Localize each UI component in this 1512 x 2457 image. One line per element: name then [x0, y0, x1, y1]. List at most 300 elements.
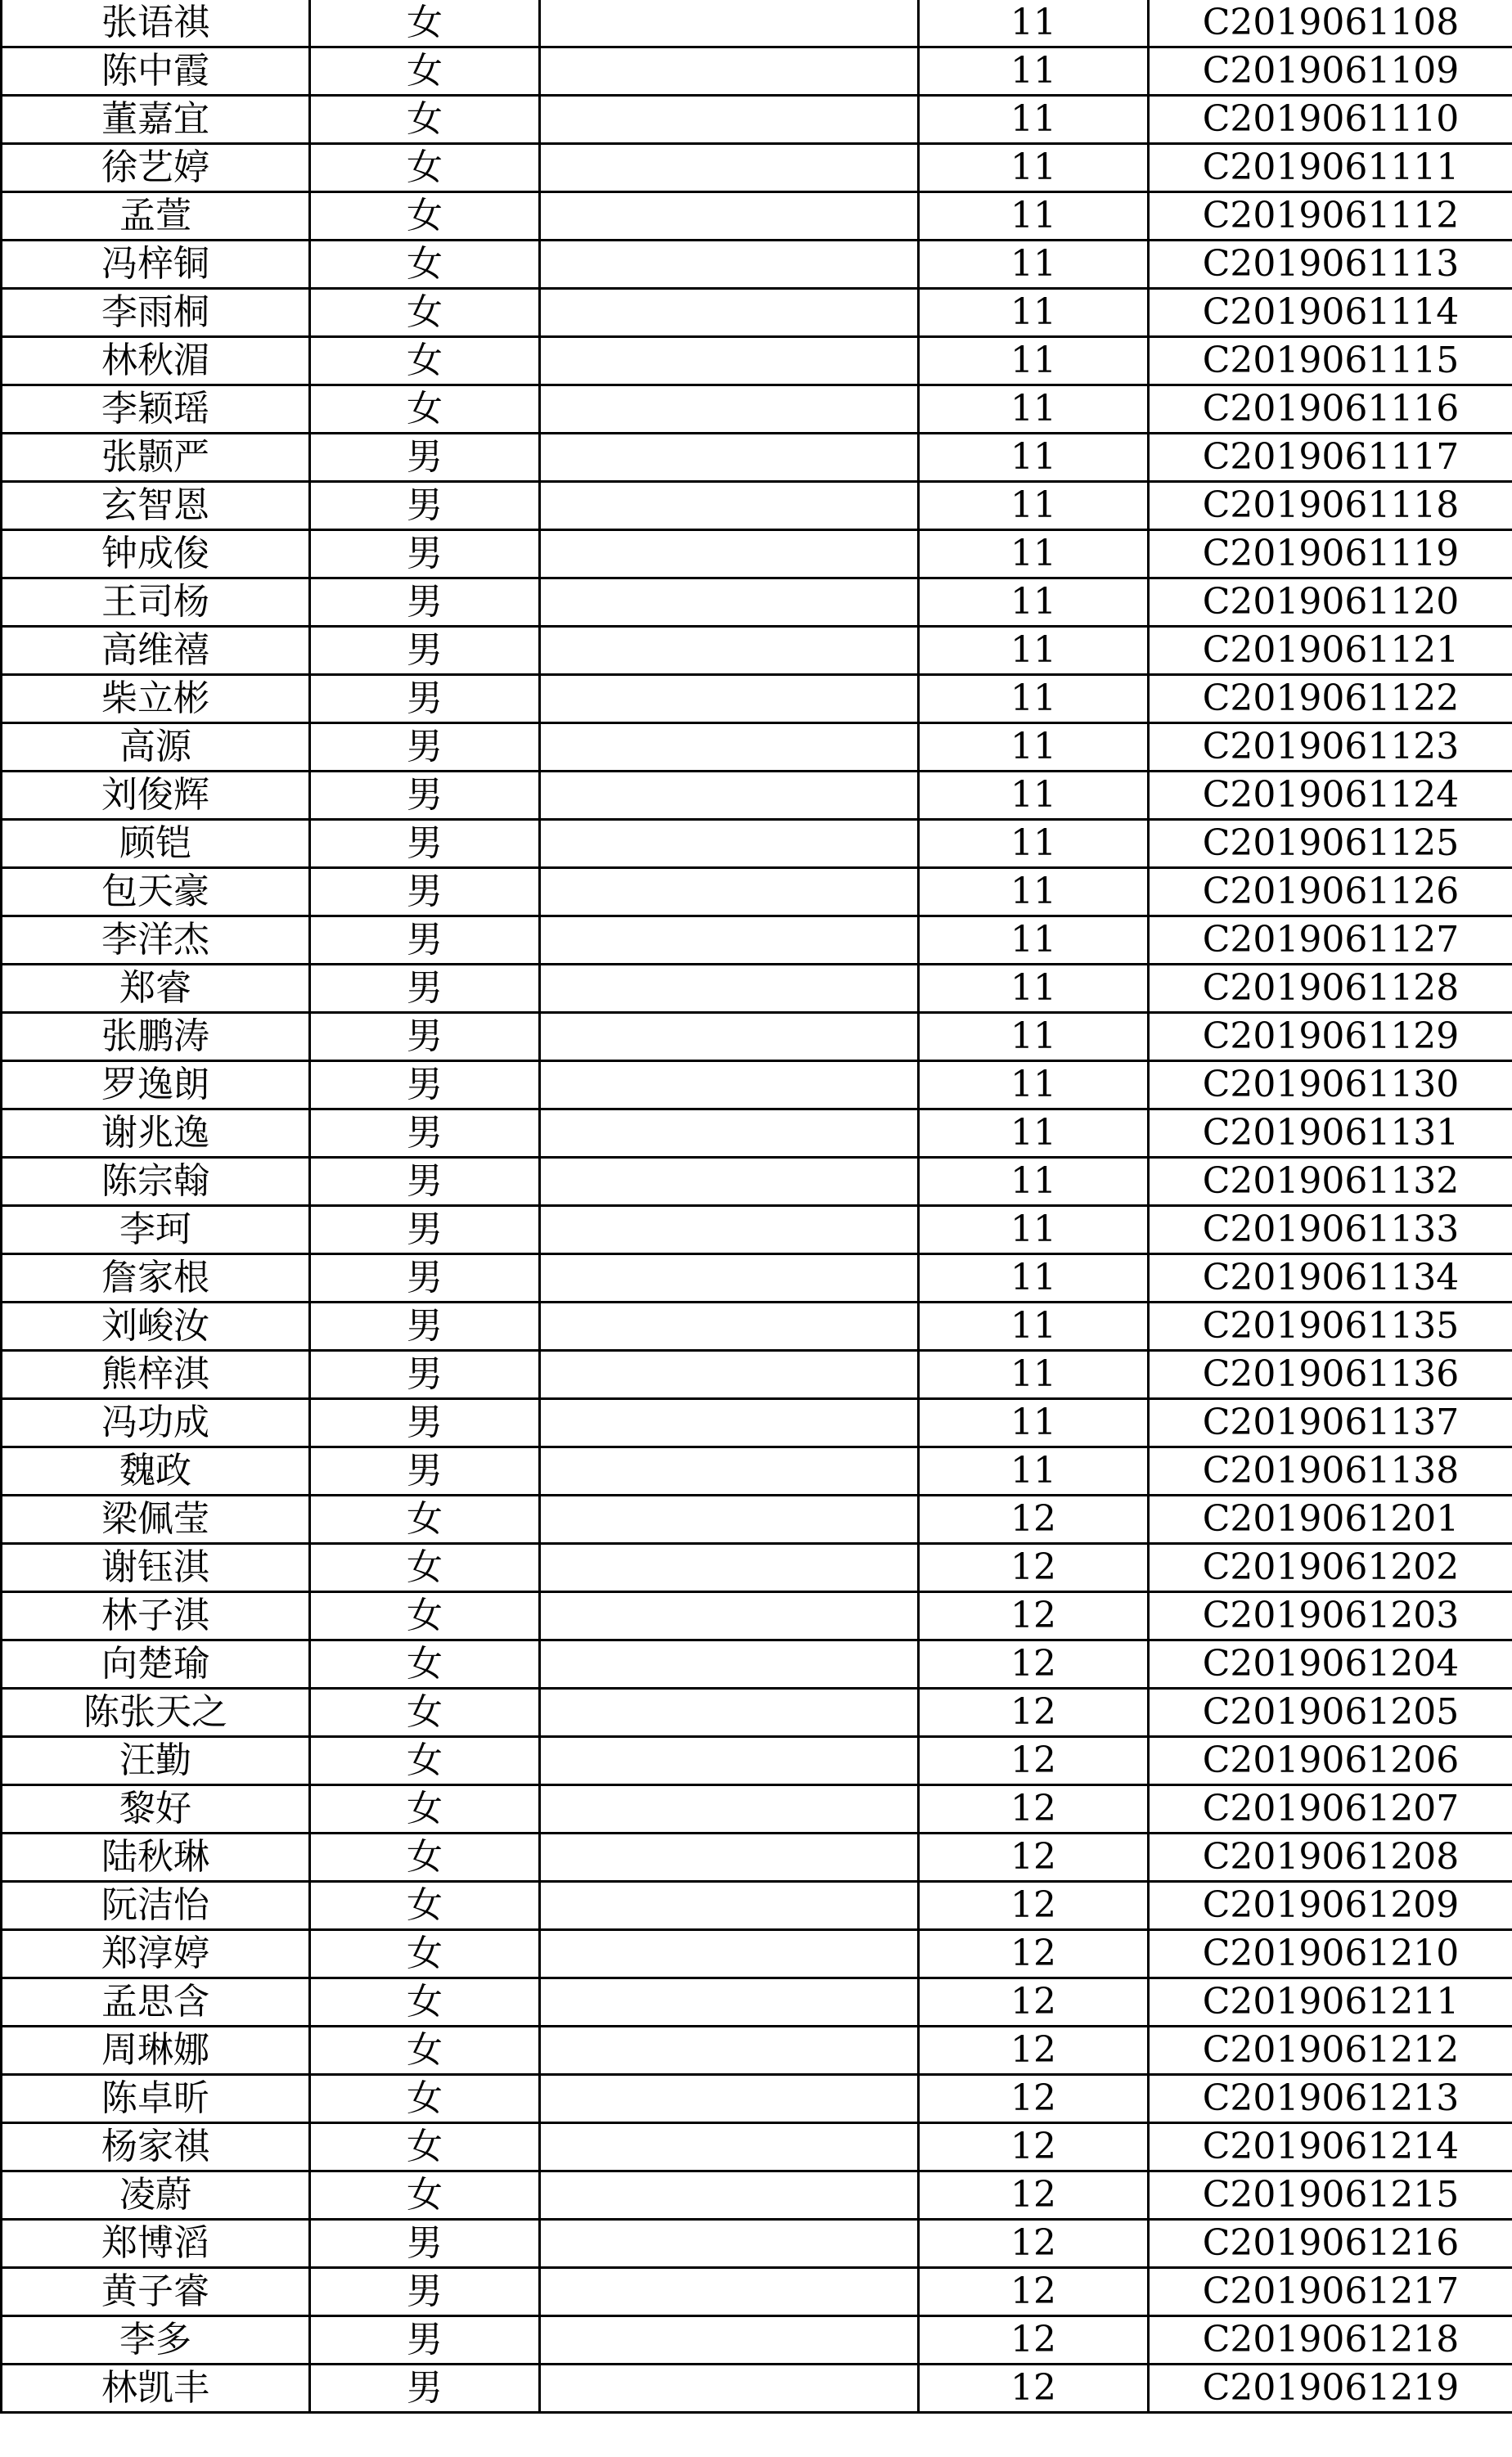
class-number-cell: 12 [919, 1737, 1149, 1785]
class-number-cell: 11 [919, 1399, 1149, 1447]
class-number-cell: 12 [919, 2171, 1149, 2220]
blank-cell [540, 1303, 919, 1351]
table-row [2, 1640, 1512, 1689]
table-row [2, 1013, 1512, 1061]
table-row [2, 2268, 1512, 2316]
gender-cell: 女 [310, 1689, 540, 1737]
student-name-cell: 李雨桐 [2, 289, 310, 337]
gender-cell: 男 [310, 916, 540, 965]
blank-cell [540, 1737, 919, 1785]
gender-cell: 男 [310, 2316, 540, 2365]
gender-cell: 女 [310, 385, 540, 434]
student-id-cell: C2019061137 [1149, 1399, 1512, 1447]
class-number-cell: 11 [919, 192, 1149, 241]
class-number-cell: 11 [919, 1303, 1149, 1351]
table-row [2, 1254, 1512, 1303]
blank-cell [540, 0, 919, 47]
gender-cell: 男 [310, 723, 540, 772]
gender-cell: 女 [310, 1882, 540, 1930]
class-number-cell: 11 [919, 482, 1149, 530]
gender-cell: 男 [310, 1158, 540, 1206]
class-number-cell: 11 [919, 1158, 1149, 1206]
blank-cell [540, 1013, 919, 1061]
student-name-cell: 林凯丰 [2, 2365, 310, 2413]
class-number-cell: 12 [919, 2220, 1149, 2268]
table-row [2, 916, 1512, 965]
class-number-cell: 12 [919, 2123, 1149, 2171]
student-name-cell: 李洋杰 [2, 916, 310, 965]
student-name-cell: 詹家根 [2, 1254, 310, 1303]
student-name-cell: 孟萱 [2, 192, 310, 241]
student-name-cell: 钟成俊 [2, 530, 310, 578]
student-id-cell: C2019061124 [1149, 772, 1512, 820]
blank-cell [540, 1834, 919, 1882]
gender-cell: 男 [310, 868, 540, 916]
gender-cell: 女 [310, 1640, 540, 1689]
student-name-cell: 高源 [2, 723, 310, 772]
student-id-cell: C2019061134 [1149, 1254, 1512, 1303]
table-row [2, 434, 1512, 482]
gender-cell: 男 [310, 1351, 540, 1399]
gender-cell: 女 [310, 2171, 540, 2220]
blank-cell [540, 1785, 919, 1834]
student-name-cell: 李珂 [2, 1206, 310, 1254]
blank-cell [540, 192, 919, 241]
blank-cell [540, 96, 919, 144]
student-name-cell: 魏政 [2, 1447, 310, 1496]
student-id-cell: C2019061108 [1149, 0, 1512, 47]
student-name-cell: 谢兆逸 [2, 1109, 310, 1158]
blank-cell [540, 1496, 919, 1544]
student-name-cell: 向楚瑜 [2, 1640, 310, 1689]
blank-cell [540, 2027, 919, 2075]
class-number-cell: 11 [919, 916, 1149, 965]
student-id-cell: C2019061215 [1149, 2171, 1512, 2220]
gender-cell: 男 [310, 1109, 540, 1158]
blank-cell [540, 1882, 919, 1930]
table-row [2, 1592, 1512, 1640]
blank-cell [540, 337, 919, 385]
student-name-cell: 林子淇 [2, 1592, 310, 1640]
table-row [2, 1158, 1512, 1206]
table-row [2, 1351, 1512, 1399]
blank-cell [540, 1592, 919, 1640]
class-number-cell: 11 [919, 1254, 1149, 1303]
gender-cell: 男 [310, 772, 540, 820]
class-number-cell: 11 [919, 675, 1149, 723]
class-number-cell: 11 [919, 820, 1149, 868]
blank-cell [540, 1640, 919, 1689]
student-id-cell: C2019061202 [1149, 1544, 1512, 1592]
student-name-cell: 陈宗翰 [2, 1158, 310, 1206]
student-name-cell: 李颖瑶 [2, 385, 310, 434]
gender-cell: 男 [310, 820, 540, 868]
student-id-cell: C2019061128 [1149, 965, 1512, 1013]
blank-cell [540, 1930, 919, 1978]
gender-cell: 男 [310, 530, 540, 578]
student-name-cell: 刘俊辉 [2, 772, 310, 820]
student-name-cell: 徐艺婷 [2, 144, 310, 192]
class-number-cell: 11 [919, 772, 1149, 820]
student-id-cell: C2019061219 [1149, 2365, 1512, 2413]
table-row [2, 2123, 1512, 2171]
class-number-cell: 11 [919, 144, 1149, 192]
class-number-cell: 12 [919, 1882, 1149, 1930]
class-number-cell: 11 [919, 96, 1149, 144]
blank-cell [540, 2123, 919, 2171]
student-name-cell: 周琳娜 [2, 2027, 310, 2075]
gender-cell: 女 [310, 1930, 540, 1978]
student-id-cell: C2019061116 [1149, 385, 1512, 434]
class-number-cell: 11 [919, 530, 1149, 578]
student-name-cell: 包天豪 [2, 868, 310, 916]
blank-cell [540, 2171, 919, 2220]
class-number-cell: 11 [919, 1206, 1149, 1254]
gender-cell: 女 [310, 192, 540, 241]
class-number-cell: 11 [919, 434, 1149, 482]
gender-cell: 女 [310, 1496, 540, 1544]
blank-cell [540, 1544, 919, 1592]
class-number-cell: 11 [919, 965, 1149, 1013]
class-number-cell: 11 [919, 1013, 1149, 1061]
gender-cell: 女 [310, 2027, 540, 2075]
student-id-cell: C2019061206 [1149, 1737, 1512, 1785]
student-name-cell: 郑睿 [2, 965, 310, 1013]
student-id-cell: C2019061118 [1149, 482, 1512, 530]
student-name-cell: 玄智恩 [2, 482, 310, 530]
blank-cell [540, 434, 919, 482]
blank-cell [540, 1254, 919, 1303]
student-id-cell: C2019061110 [1149, 96, 1512, 144]
table-row [2, 1544, 1512, 1592]
student-name-cell: 张鹏涛 [2, 1013, 310, 1061]
student-id-cell: C2019061138 [1149, 1447, 1512, 1496]
roster-body [2, 0, 1512, 2413]
student-name-cell: 李多 [2, 2316, 310, 2365]
gender-cell: 男 [310, 2268, 540, 2316]
blank-cell [540, 820, 919, 868]
table-row [2, 2075, 1512, 2123]
student-name-cell: 陈张天之 [2, 1689, 310, 1737]
student-id-cell: C2019061125 [1149, 820, 1512, 868]
blank-cell [540, 675, 919, 723]
student-id-cell: C2019061136 [1149, 1351, 1512, 1399]
table-row [2, 1737, 1512, 1785]
student-name-cell: 高维禧 [2, 627, 310, 675]
class-number-cell: 12 [919, 1978, 1149, 2027]
blank-cell [540, 1109, 919, 1158]
table-row [2, 627, 1512, 675]
gender-cell: 女 [310, 47, 540, 96]
student-id-cell: C2019061209 [1149, 1882, 1512, 1930]
blank-cell [540, 772, 919, 820]
student-id-cell: C2019061109 [1149, 47, 1512, 96]
table-row [2, 1496, 1512, 1544]
table-row [2, 1447, 1512, 1496]
table-row [2, 2027, 1512, 2075]
table-row [2, 1978, 1512, 2027]
class-number-cell: 11 [919, 1351, 1149, 1399]
blank-cell [540, 1689, 919, 1737]
gender-cell: 男 [310, 434, 540, 482]
gender-cell: 男 [310, 627, 540, 675]
class-number-cell: 11 [919, 1061, 1149, 1109]
table-row [2, 675, 1512, 723]
student-id-cell: C2019061212 [1149, 2027, 1512, 2075]
student-name-cell: 刘峻汝 [2, 1303, 310, 1351]
blank-cell [540, 578, 919, 627]
student-name-cell: 谢钰淇 [2, 1544, 310, 1592]
table-row [2, 2220, 1512, 2268]
table-row [2, 820, 1512, 868]
table-row [2, 530, 1512, 578]
class-number-cell: 11 [919, 578, 1149, 627]
student-id-cell: C2019061131 [1149, 1109, 1512, 1158]
table-row [2, 192, 1512, 241]
class-number-cell: 11 [919, 289, 1149, 337]
blank-cell [540, 385, 919, 434]
student-id-cell: C2019061122 [1149, 675, 1512, 723]
gender-cell: 男 [310, 965, 540, 1013]
gender-cell: 女 [310, 1737, 540, 1785]
gender-cell: 女 [310, 289, 540, 337]
student-id-cell: C2019061214 [1149, 2123, 1512, 2171]
student-id-cell: C2019061121 [1149, 627, 1512, 675]
class-number-cell: 12 [919, 1930, 1149, 1978]
gender-cell: 男 [310, 2220, 540, 2268]
gender-cell: 女 [310, 1834, 540, 1882]
student-id-cell: C2019061213 [1149, 2075, 1512, 2123]
gender-cell: 女 [310, 2075, 540, 2123]
blank-cell [540, 1061, 919, 1109]
gender-cell: 女 [310, 1544, 540, 1592]
student-name-cell: 董嘉宜 [2, 96, 310, 144]
table-row [2, 0, 1512, 47]
class-number-cell: 12 [919, 2316, 1149, 2365]
table-row [2, 1303, 1512, 1351]
student-id-cell: C2019061127 [1149, 916, 1512, 965]
student-name-cell: 冯梓铜 [2, 241, 310, 289]
table-row [2, 1399, 1512, 1447]
student-id-cell: C2019061126 [1149, 868, 1512, 916]
student-name-cell: 顾铠 [2, 820, 310, 868]
table-row [2, 47, 1512, 96]
student-name-cell: 罗逸朗 [2, 1061, 310, 1109]
class-number-cell: 11 [919, 627, 1149, 675]
gender-cell: 女 [310, 1785, 540, 1834]
class-number-cell: 12 [919, 1496, 1149, 1544]
student-name-cell: 梁佩莹 [2, 1496, 310, 1544]
table-row [2, 868, 1512, 916]
class-number-cell: 12 [919, 2365, 1149, 2413]
student-id-cell: C2019061123 [1149, 723, 1512, 772]
blank-cell [540, 1399, 919, 1447]
gender-cell: 男 [310, 1303, 540, 1351]
student-id-cell: C2019061211 [1149, 1978, 1512, 2027]
table-row [2, 337, 1512, 385]
blank-cell [540, 627, 919, 675]
class-number-cell: 12 [919, 2027, 1149, 2075]
class-number-cell: 12 [919, 1544, 1149, 1592]
gender-cell: 男 [310, 1206, 540, 1254]
class-number-cell: 12 [919, 1689, 1149, 1737]
student-id-cell: C2019061129 [1149, 1013, 1512, 1061]
student-name-cell: 张颢严 [2, 434, 310, 482]
blank-cell [540, 530, 919, 578]
class-number-cell: 11 [919, 1447, 1149, 1496]
class-number-cell: 11 [919, 385, 1149, 434]
student-name-cell: 黄子睿 [2, 2268, 310, 2316]
student-id-cell: C2019061114 [1149, 289, 1512, 337]
table-row [2, 144, 1512, 192]
blank-cell [540, 1206, 919, 1254]
class-number-cell: 11 [919, 0, 1149, 47]
table-row [2, 1785, 1512, 1834]
table-row [2, 1930, 1512, 1978]
table-row [2, 1109, 1512, 1158]
blank-cell [540, 482, 919, 530]
class-number-cell: 11 [919, 241, 1149, 289]
gender-cell: 男 [310, 1399, 540, 1447]
table-row [2, 385, 1512, 434]
student-id-cell: C2019061119 [1149, 530, 1512, 578]
table-row [2, 1061, 1512, 1109]
student-name-cell: 杨家祺 [2, 2123, 310, 2171]
student-name-cell: 凌蔚 [2, 2171, 310, 2220]
table-row [2, 772, 1512, 820]
blank-cell [540, 47, 919, 96]
gender-cell: 女 [310, 1978, 540, 2027]
blank-cell [540, 1351, 919, 1399]
student-name-cell: 柴立彬 [2, 675, 310, 723]
student-id-cell: C2019061204 [1149, 1640, 1512, 1689]
gender-cell: 男 [310, 2365, 540, 2413]
student-name-cell: 孟思含 [2, 1978, 310, 2027]
class-number-cell: 11 [919, 337, 1149, 385]
student-name-cell: 熊梓淇 [2, 1351, 310, 1399]
blank-cell [540, 2220, 919, 2268]
gender-cell: 男 [310, 578, 540, 627]
gender-cell: 男 [310, 675, 540, 723]
student-id-cell: C2019061210 [1149, 1930, 1512, 1978]
table-row [2, 289, 1512, 337]
table-row [2, 1882, 1512, 1930]
class-number-cell: 11 [919, 723, 1149, 772]
student-id-cell: C2019061217 [1149, 2268, 1512, 2316]
blank-cell [540, 916, 919, 965]
student-id-cell: C2019061120 [1149, 578, 1512, 627]
student-name-cell: 阮洁怡 [2, 1882, 310, 1930]
blank-cell [540, 723, 919, 772]
student-id-cell: C2019061113 [1149, 241, 1512, 289]
student-name-cell: 黎好 [2, 1785, 310, 1834]
student-name-cell: 郑博滔 [2, 2220, 310, 2268]
table-row [2, 241, 1512, 289]
student-name-cell: 汪勤 [2, 1737, 310, 1785]
student-id-cell: C2019061117 [1149, 434, 1512, 482]
table-row [2, 2365, 1512, 2413]
class-number-cell: 12 [919, 2268, 1149, 2316]
class-number-cell: 12 [919, 1834, 1149, 1882]
gender-cell: 男 [310, 1013, 540, 1061]
table-row [2, 2171, 1512, 2220]
student-id-cell: C2019061208 [1149, 1834, 1512, 1882]
table-row [2, 1206, 1512, 1254]
gender-cell: 男 [310, 1254, 540, 1303]
student-name-cell: 冯功成 [2, 1399, 310, 1447]
blank-cell [540, 2365, 919, 2413]
table-row [2, 723, 1512, 772]
table-row [2, 482, 1512, 530]
gender-cell: 女 [310, 144, 540, 192]
student-id-cell: C2019061130 [1149, 1061, 1512, 1109]
blank-cell [540, 1158, 919, 1206]
table-row [2, 578, 1512, 627]
student-name-cell: 张语祺 [2, 0, 310, 47]
student-name-cell: 陆秋琳 [2, 1834, 310, 1882]
gender-cell: 男 [310, 482, 540, 530]
gender-cell: 女 [310, 0, 540, 47]
blank-cell [540, 2075, 919, 2123]
student-name-cell: 陈卓昕 [2, 2075, 310, 2123]
gender-cell: 男 [310, 1447, 540, 1496]
blank-cell [540, 241, 919, 289]
gender-cell: 女 [310, 2123, 540, 2171]
gender-cell: 女 [310, 1592, 540, 1640]
class-number-cell: 11 [919, 868, 1149, 916]
class-number-cell: 12 [919, 1785, 1149, 1834]
student-id-cell: C2019061216 [1149, 2220, 1512, 2268]
class-number-cell: 11 [919, 47, 1149, 96]
student-id-cell: C2019061205 [1149, 1689, 1512, 1737]
blank-cell [540, 2316, 919, 2365]
class-number-cell: 11 [919, 1109, 1149, 1158]
student-name-cell: 王司杨 [2, 578, 310, 627]
blank-cell [540, 965, 919, 1013]
student-id-cell: C2019061112 [1149, 192, 1512, 241]
gender-cell: 女 [310, 337, 540, 385]
student-id-cell: C2019061218 [1149, 2316, 1512, 2365]
table-row [2, 965, 1512, 1013]
table-row [2, 96, 1512, 144]
blank-cell [540, 2268, 919, 2316]
gender-cell: 女 [310, 96, 540, 144]
student-name-cell: 陈中霞 [2, 47, 310, 96]
student-name-cell: 郑淳婷 [2, 1930, 310, 1978]
class-number-cell: 12 [919, 2075, 1149, 2123]
class-number-cell: 12 [919, 1592, 1149, 1640]
student-id-cell: C2019061111 [1149, 144, 1512, 192]
blank-cell [540, 289, 919, 337]
blank-cell [540, 1978, 919, 2027]
class-number-cell: 12 [919, 1640, 1149, 1689]
gender-cell: 女 [310, 241, 540, 289]
gender-cell: 男 [310, 1061, 540, 1109]
blank-cell [540, 1447, 919, 1496]
blank-cell [540, 868, 919, 916]
student-id-cell: C2019061135 [1149, 1303, 1512, 1351]
student-id-cell: C2019061203 [1149, 1592, 1512, 1640]
student-id-cell: C2019061201 [1149, 1496, 1512, 1544]
table-row [2, 1834, 1512, 1882]
student-id-cell: C2019061115 [1149, 337, 1512, 385]
student-name-cell: 林秋湄 [2, 337, 310, 385]
student-id-cell: C2019061133 [1149, 1206, 1512, 1254]
student-id-cell: C2019061207 [1149, 1785, 1512, 1834]
blank-cell [540, 144, 919, 192]
table-row [2, 2316, 1512, 2365]
table-row [2, 1689, 1512, 1737]
